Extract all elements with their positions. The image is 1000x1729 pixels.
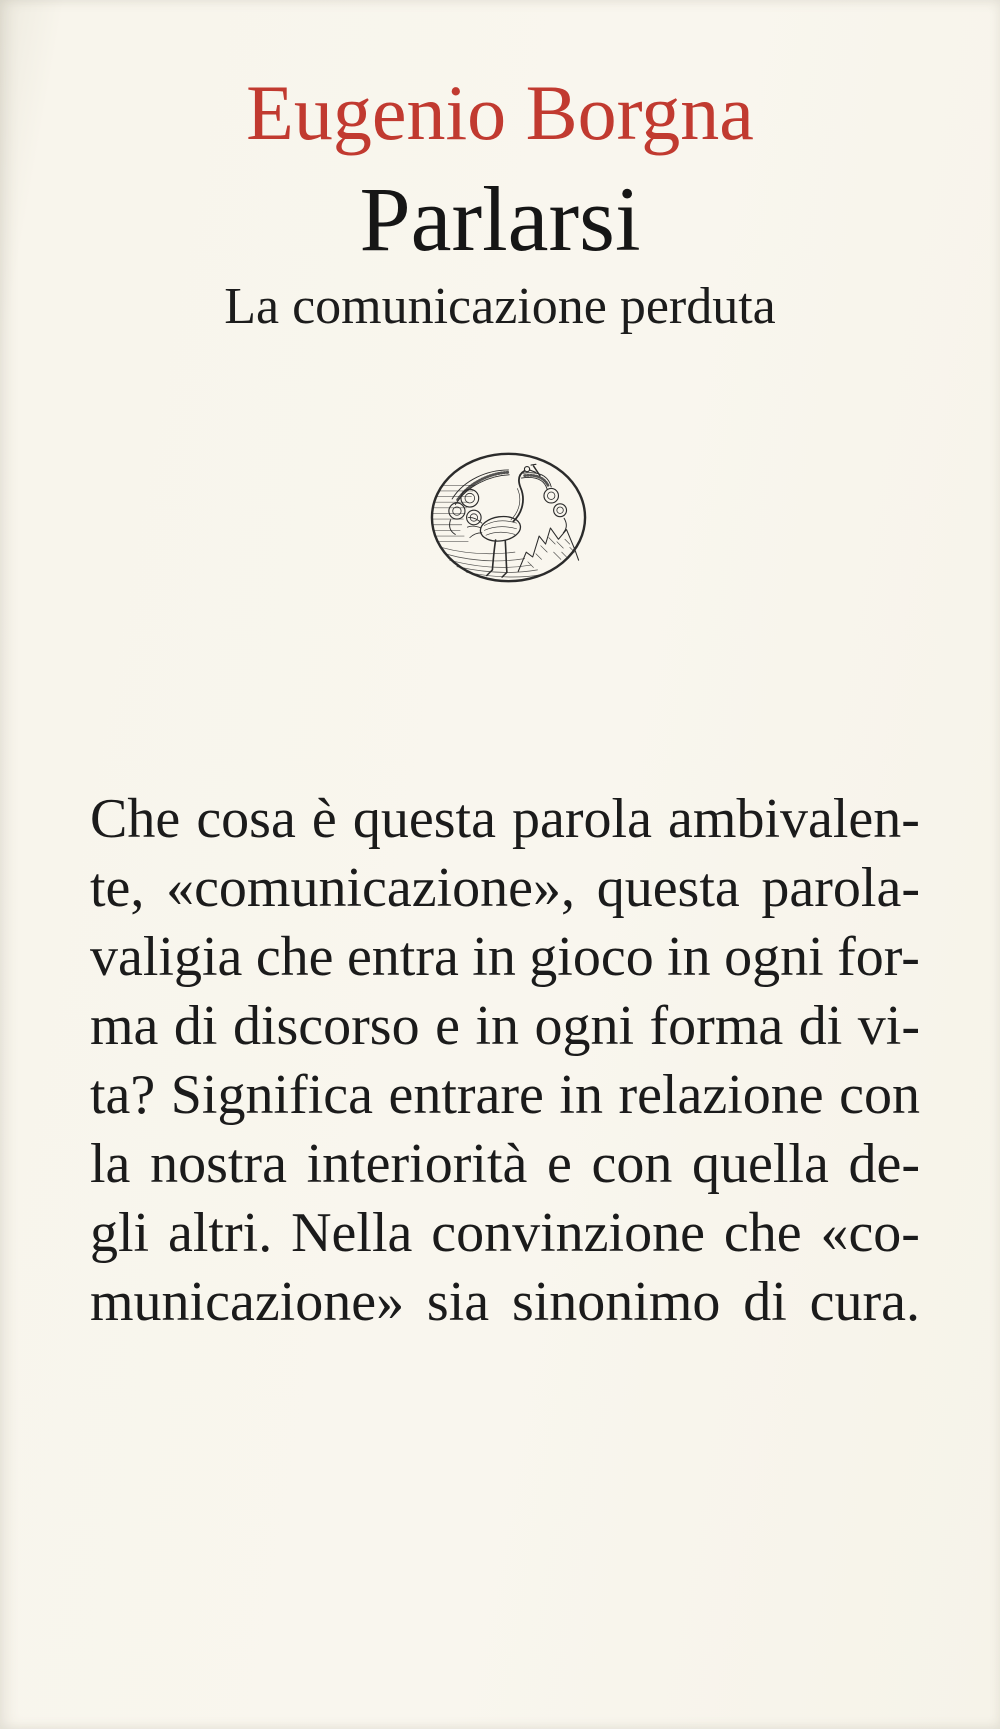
author-name: Eugenio Borgna [246, 69, 754, 156]
body-text-line: te, «comunicazione», questa parola- [90, 857, 920, 919]
body-text-line: ta? Significa entrare in relazione con [90, 1064, 920, 1126]
back-cover-blurb [90, 785, 920, 1337]
book-subtitle: La comunicazione perduta [224, 278, 776, 335]
body-text-line: valigia che entra in gioco in ogni for- [90, 926, 920, 988]
book-title: Parlarsi [359, 168, 641, 270]
publisher-ostrich-logo-icon [427, 449, 590, 586]
body-text-line: municazione» sia sinonimo di cura. [90, 1271, 920, 1333]
body-text-line: la nostra interiorità e con quella de- [90, 1133, 920, 1195]
body-text-line: Che cosa è questa parola ambivalen- [90, 788, 920, 850]
body-text-line: ma di discorso e in ogni forma di vi- [90, 995, 920, 1057]
body-text-line: gli altri. Nella convinzione che «co- [90, 1202, 920, 1264]
